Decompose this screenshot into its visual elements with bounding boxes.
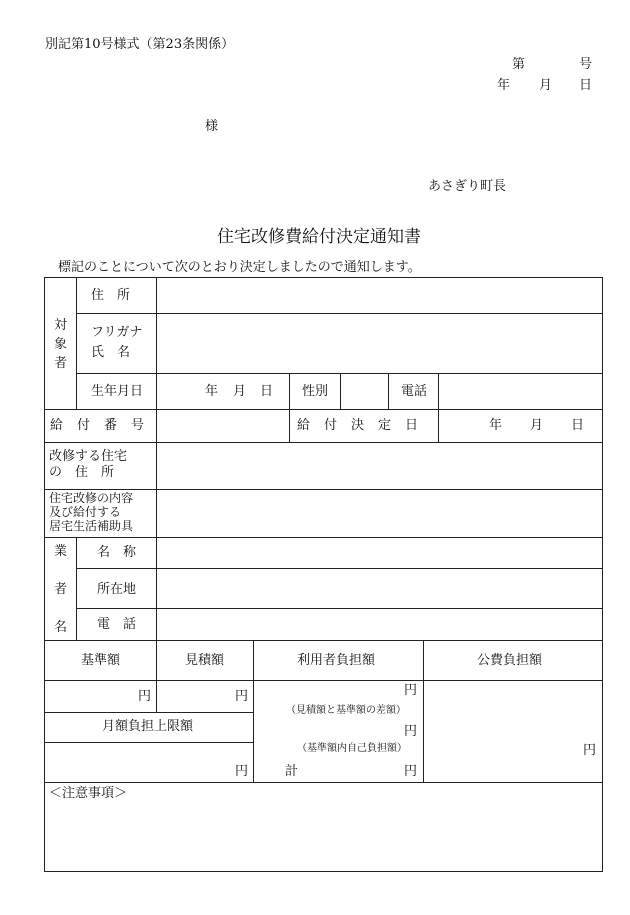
contractor-phone-label: 電 話 [97, 617, 137, 632]
name-label: 氏 名 [91, 345, 131, 360]
yen-diff: 円 [404, 683, 418, 698]
date-tsuki: 月 [539, 78, 553, 93]
document-title: 住宅改修費給付決定通知書 [217, 227, 421, 247]
diff-note: （見積額と基準額の差額） [286, 705, 406, 716]
decision-nen: 年 [489, 418, 503, 433]
target-person-label-3: 者 [54, 356, 68, 371]
user-burden-label: 利用者負担額 [297, 653, 376, 668]
furigana-label: フリガナ [91, 325, 143, 340]
house-address-label-2: の 住 所 [49, 465, 115, 480]
birthdate-label: 生年月日 [91, 384, 144, 399]
yen-self-burden: 円 [404, 724, 418, 739]
contractor-label-1: 業 [54, 544, 68, 559]
birth-hi: 日 [260, 384, 274, 399]
contractor-location-label: 所在地 [97, 582, 137, 597]
intro-text: 標記のことについて次のとおり決定しましたので通知します。 [58, 260, 421, 275]
phone-label: 電話 [401, 384, 428, 399]
birth-nen: 年 [205, 384, 219, 399]
target-person-label-2: 象 [54, 337, 68, 352]
form-label: 別記第10号様式（第23条関係） [45, 37, 235, 52]
house-address-label-1: 改修する住宅 [49, 449, 128, 464]
decision-tsuki: 月 [530, 418, 544, 433]
estimate-label: 見積額 [185, 653, 225, 668]
content-label-2: 及び給付する [49, 505, 122, 519]
date-nen: 年 [497, 78, 511, 93]
self-burden-note: （基準額内自己負担額） [297, 743, 407, 754]
target-person-label-1: 対 [54, 318, 68, 333]
notes-label: ＜注意事項＞ [49, 786, 128, 801]
yen-estimate: 円 [235, 689, 249, 704]
issuer: あさぎり町長 [428, 179, 507, 194]
grant-decision-date-label: 給付決定日 [297, 418, 433, 433]
addressee-sama: 様 [205, 119, 219, 134]
contractor-label-3: 名 [54, 620, 68, 635]
address-label: 住 所 [91, 288, 131, 303]
content-label-3: 居宅生活補助具 [49, 519, 134, 533]
contractor-name-label: 名 称 [97, 545, 137, 560]
number-go: 号 [579, 57, 593, 72]
yen-standard: 円 [138, 689, 152, 704]
birth-tsuki: 月 [233, 384, 247, 399]
number-dai: 第 [512, 57, 526, 72]
standard-amount-label: 基準額 [81, 653, 121, 668]
content-label-1: 住宅改修の内容 [49, 491, 134, 505]
gender-label: 性別 [302, 384, 329, 399]
monthly-cap-label: 月額負担上限額 [102, 719, 194, 734]
yen-monthly-cap: 円 [235, 764, 249, 779]
date-hi: 日 [579, 78, 593, 93]
total-label: 計 [285, 764, 299, 779]
contractor-label-2: 者 [54, 582, 68, 597]
public-burden-label: 公費負担額 [477, 653, 543, 668]
decision-hi: 日 [571, 418, 585, 433]
yen-total: 円 [404, 764, 418, 779]
yen-public: 円 [583, 743, 597, 758]
grant-number-label: 給付番号 [50, 418, 159, 433]
